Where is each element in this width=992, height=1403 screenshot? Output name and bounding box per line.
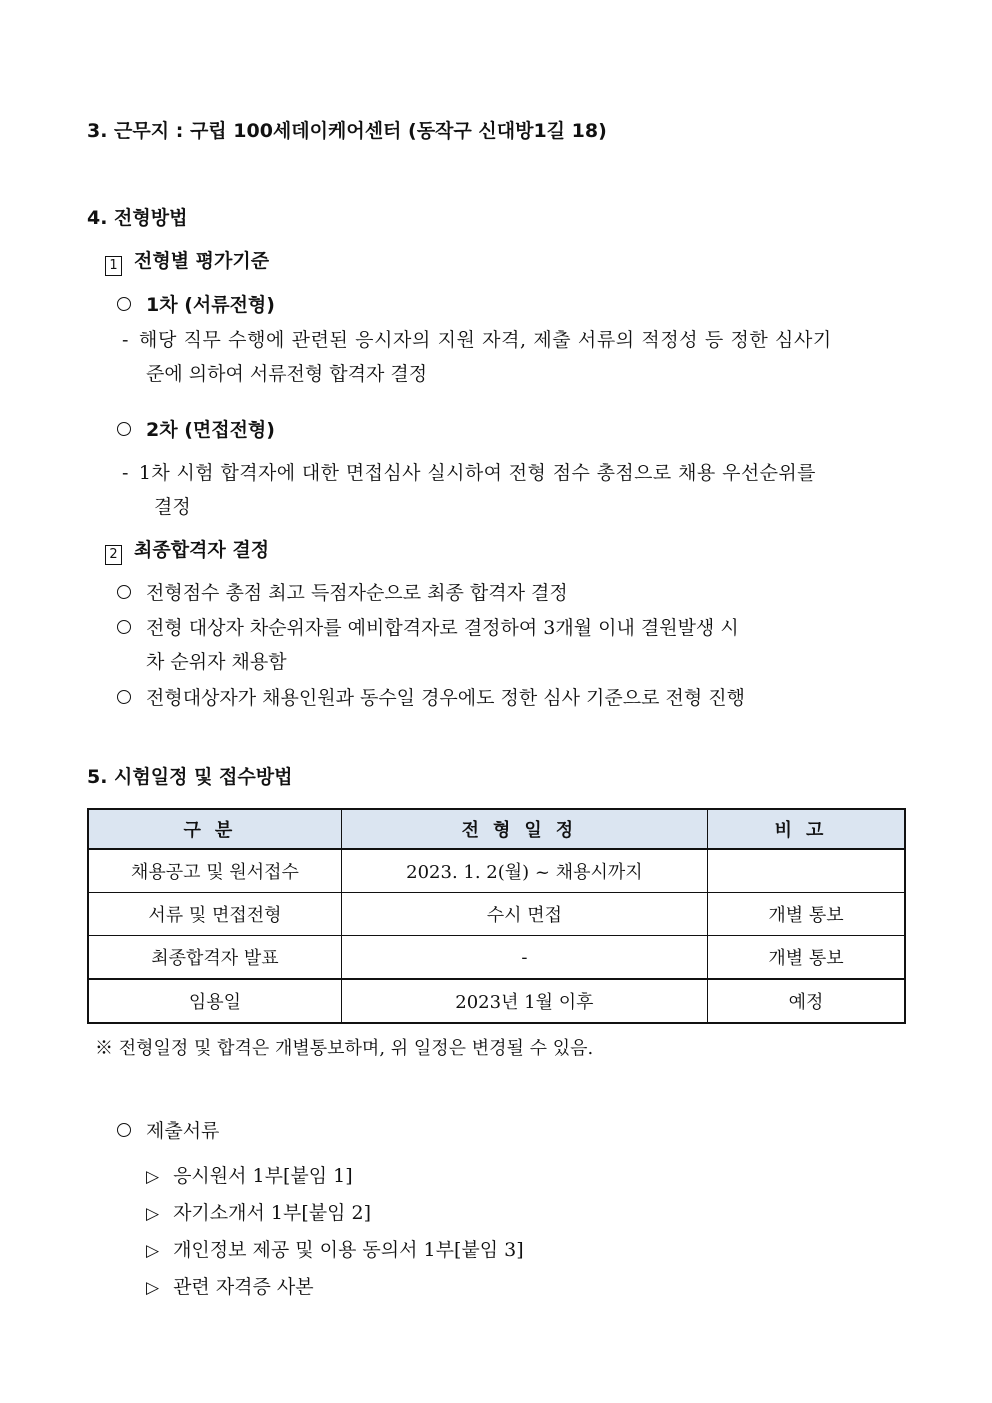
documents-title: 제출서류 — [146, 1120, 220, 1142]
section-4-title: 4. 전형방법 — [87, 207, 188, 229]
first-round-title: 1차 (서류전형) — [146, 294, 275, 316]
section-3-title: 3. 근무지 : 구립 100세데이케어센터 (동작구 신대방1길 18) — [87, 120, 607, 142]
second-round-desc-1 — [122, 458, 816, 485]
second-round-header — [117, 415, 275, 442]
final-item-text: 전형점수 총점 최고 득점자순으로 최종 합격자 결정 — [146, 582, 568, 604]
table-row — [88, 979, 905, 1023]
circle-bullet-icon — [117, 422, 131, 436]
cell-remarks — [707, 849, 905, 893]
circle-bullet-icon — [117, 297, 131, 311]
triangle-bullet-icon: ▷ — [146, 1241, 160, 1261]
section-5-title: 5. 시험일정 및 접수방법 — [87, 766, 293, 788]
cell-remarks: 개별 통보 — [707, 936, 905, 980]
dash-bullet: - — [122, 329, 130, 351]
subsection-2-header — [105, 535, 269, 565]
triangle-bullet-icon: ▷ — [146, 1278, 160, 1298]
header-schedule: 전형일정 — [341, 809, 707, 849]
documents-header — [117, 1116, 219, 1143]
header-category: 구분 — [88, 809, 341, 849]
document-item-text: 자기소개서 1부[붙임 2] — [173, 1202, 371, 1224]
cell-category: 채용공고 및 원서접수 — [88, 849, 341, 893]
document-item — [146, 1161, 353, 1188]
circle-bullet-icon — [117, 585, 131, 599]
circle-bullet-icon — [117, 1123, 131, 1137]
subsection-1-title: 전형별 평가기준 — [134, 250, 270, 272]
cell-category: 임용일 — [88, 979, 341, 1023]
second-round-desc-text: 1차 시험 합격자에 대한 면접심사 실시하여 전형 점수 총점으로 채용 우선순위를 — [138, 462, 816, 484]
table-header-row — [88, 809, 905, 849]
table-note: ※ 전형일정 및 합격은 개별통보하며, 위 일정은 변경될 수 있음. — [95, 1038, 594, 1059]
number-box: 2 — [105, 545, 122, 565]
cell-remarks: 개별 통보 — [707, 893, 905, 936]
cell-category: 서류 및 면접전형 — [88, 893, 341, 936]
cell-category: 최종합격자 발표 — [88, 936, 341, 980]
cell-remarks: 예정 — [707, 979, 905, 1023]
triangle-bullet-icon: ▷ — [146, 1204, 160, 1224]
document-item-text: 응시원서 1부[붙임 1] — [173, 1165, 353, 1187]
cell-schedule: 2023년 1월 이후 — [341, 979, 707, 1023]
second-round-title: 2차 (면접전형) — [146, 419, 275, 441]
triangle-bullet-icon: ▷ — [146, 1167, 160, 1187]
final-item-2 — [117, 613, 739, 640]
document-item — [146, 1198, 371, 1225]
document-item — [146, 1272, 314, 1299]
circle-bullet-icon — [117, 690, 131, 704]
first-round-desc-2: 준에 의하여 서류전형 합격자 결정 — [146, 363, 428, 385]
final-item-1 — [117, 578, 568, 605]
number-box: 1 — [105, 256, 122, 276]
document-item — [146, 1235, 524, 1262]
circle-bullet-icon — [117, 620, 131, 634]
final-item-text: 전형대상자가 채용인원과 동수일 경우에도 정한 심사 기준으로 전형 진행 — [146, 687, 745, 709]
first-round-desc-text: 해당 직무 수행에 관련된 응시자의 지원 자격, 제출 서류의 적정성 등 정한 심사기 — [139, 329, 832, 351]
first-round-header — [117, 290, 275, 317]
document-item-text: 개인정보 제공 및 이용 동의서 1부[붙임 3] — [173, 1239, 524, 1261]
document-item-text: 관련 자격증 사본 — [173, 1276, 314, 1298]
header-remarks: 비고 — [707, 809, 905, 849]
cell-schedule: 2023. 1. 2(월) ~ 채용시까지 — [341, 849, 707, 893]
cell-schedule: 수시 면접 — [341, 893, 707, 936]
table-row — [88, 849, 905, 893]
table-row — [88, 936, 905, 980]
final-item-text: 전형 대상자 차순위자를 예비합격자로 결정하여 3개월 이내 결원발생 시 — [146, 617, 739, 639]
second-round-desc-2: 결정 — [154, 496, 191, 518]
table-row — [88, 893, 905, 936]
subsection-1-header — [105, 246, 269, 276]
final-item-3 — [117, 683, 745, 710]
cell-schedule: - — [341, 936, 707, 980]
final-item-2-cont: 차 순위자 채용함 — [146, 651, 287, 673]
schedule-table — [87, 808, 906, 1024]
subsection-2-title: 최종합격자 결정 — [134, 539, 270, 561]
dash-bullet: - — [122, 462, 129, 484]
first-round-desc-1 — [122, 325, 832, 352]
